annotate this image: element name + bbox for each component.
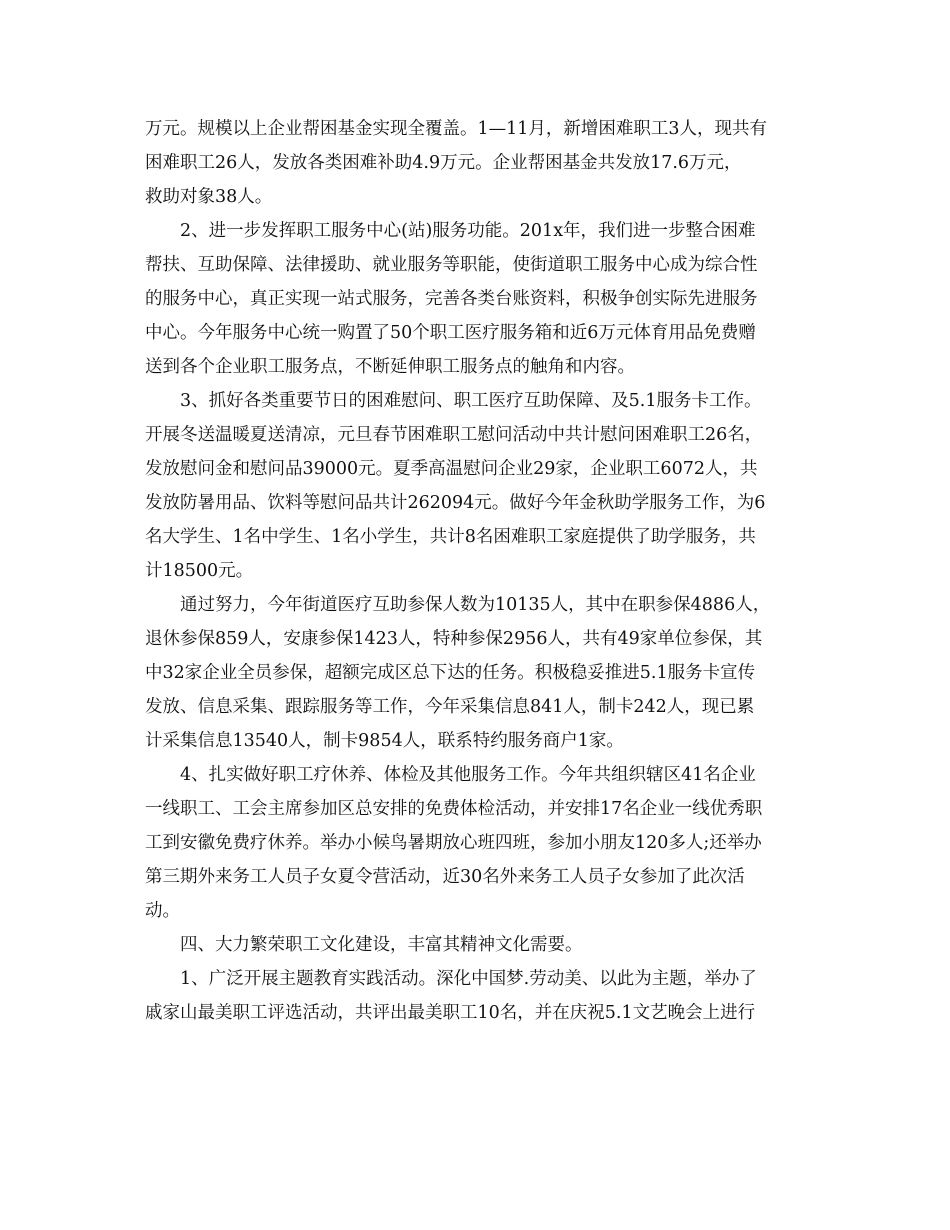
text-line: 戚家山最美职工评选活动，共评出最美职工10名，并在庆祝5.1文艺晚会上进行 [145,1003,756,1023]
text-line: 计18500元。 [145,561,254,581]
text-line: 退休参保859人，安康参保1423人，特种参保2956人，共有49家单位参保，其 [145,629,763,649]
text-line: 中心。今年服务中心统一购置了50个职工医疗服务箱和近6万元体育用品免费赠 [145,323,756,343]
text-line: 的服务中心，真正实现一站式服务，完善各类台账资料，积极争创实际先进服务 [145,289,758,309]
text-line: 送到各个企业职工服务点，不断延伸职工服务点的触角和内容。 [145,357,635,377]
text-line: 帮扶、互助保障、法律援助、就业服务等职能，使街道职工服务中心成为综合性 [145,255,758,275]
text-line: 困难职工26人，发放各类困难补助4.9万元。企业帮困基金共发放17.6万元， [145,153,742,173]
text-line: 通过努力，今年街道医疗互助参保人数为10135人，其中在职参保4886人， [180,595,771,615]
text-line: 4、扎实做好职工疗休养、体检及其他服务工作。今年共组织辖区41名企业 [180,765,756,785]
text-line: 动。 [145,901,180,921]
text-line: 发放、信息采集、跟踪服务等工作，今年采集信息841人，制卡242人，现已累 [145,697,755,717]
text-line: 工到安徽免费疗休养。举办小候鸟暑期放心班四班，参加小朋友120多人;还举办 [145,833,762,853]
document-body [145,112,810,1030]
text-line: 一线职工、工会主席参加区总安排的免费体检活动，并安排17名企业一线优秀职 [145,799,763,819]
text-line: 3、抓好各类重要节日的困难慰问、职工医疗互助保障、及5.1服务卡工作。 [180,391,762,411]
text-line: 第三期外来务工人员子女夏令营活动，近30名外来务工人员子女参加了此次活 [145,867,745,887]
text-line: 开展冬送温暖夏送清凉，元旦春节困难职工慰问活动中共计慰问困难职工26名， [145,425,763,445]
text-line: 2、进一步发挥职工服务中心(站)服务功能。201x年，我们进一步整合困难 [180,221,756,241]
text-line: 1、广泛开展主题教育实践活动。深化中国梦.劳动美、以此为主题，举办了 [180,969,757,989]
text-line: 万元。规模以上企业帮困基金实现全覆盖。1—11月，新增困难职工3人，现共有 [145,119,768,139]
text-line: 发放防暑用品、饮料等慰问品共计262094元。做好今年金秋助学服务工作，为6 [145,493,766,513]
text-line: 中32家企业全员参保，超额完成区总下达的任务。积极稳妥推进5.1服务卡宣传 [145,663,756,683]
text-line: 发放慰问金和慰问品39000元。夏季高温慰问企业29家，企业职工6072人，共 [145,459,758,479]
text-line: 四、大力繁荣职工文化建设，丰富其精神文化需要。 [180,935,583,955]
text-line: 名大学生、1名中学生、1名小学生，共计8名困难职工家庭提供了助学服务，共 [145,527,756,547]
text-line: 计采集信息13540人，制卡9854人，联系特约服务商户1家。 [145,731,624,751]
text-line: 救助对象38人。 [145,187,273,207]
